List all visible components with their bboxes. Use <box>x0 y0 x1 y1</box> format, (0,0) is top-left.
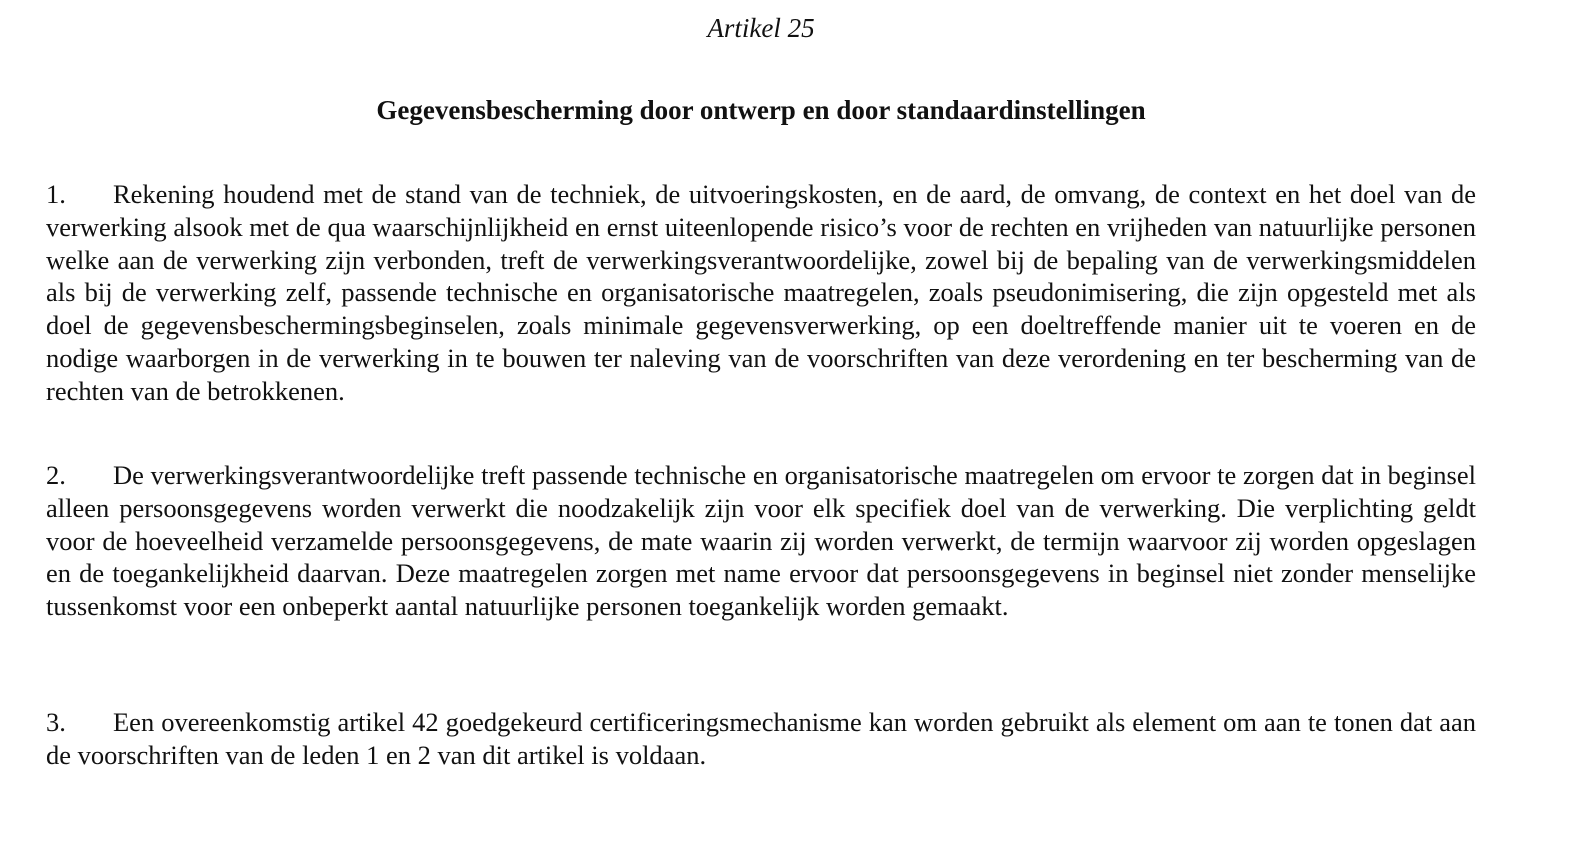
article-number: Artikel 25 <box>707 13 815 43</box>
paragraph-number: 3. <box>46 707 66 737</box>
paragraph-text: Een overeenkomstig artikel 42 goedgekeurd certificeringsmechanisme kan worden gebruikt als element om aan te tonen dat aan de voorschriften van de leden 1 en 2 van dit artikel is voldaan. <box>46 707 1476 770</box>
paragraph-text: Rekening houdend met de stand van de techniek, de uitvoeringskosten, en de aard, de omvang, de context en het doel van de verwerking alsook met de qua waarschijnlijkheid en ernst uiteenlopende risico’s voor de rechten en vrijheden van natuurlijke personen welke aan de verwerking zijn verbonden, treft de verwerkingsverantwoordelijke, zowel bij de bepaling van de verwerkingsmiddelen als bij de verwerking zelf, passende technische en organisatorische maatregelen, zoals pseudonimisering, die zijn opgesteld met als doel de gegevensbeschermingsbeginselen, zoals minimale gegevensverwerking, op een doeltreffende manier uit te voeren en de nodige waarborgen in de verwerking in te bouwen ter naleving van de voorschriften van deze verordening en ter bescherming van de rechten van de betrokkenen. <box>46 179 1476 406</box>
paragraph-3 <box>46 706 1476 772</box>
paragraph-number: 2. <box>46 460 66 490</box>
paragraph-number: 1. <box>46 179 66 209</box>
paragraph-1 <box>46 178 1476 408</box>
article-title: Gegevensbescherming door ontwerp en door standaardinstellingen <box>376 95 1146 125</box>
paragraph-2 <box>46 459 1476 623</box>
paragraph-text: De verwerkingsverantwoordelijke treft passende technische en organisatorische maatregelen om ervoor te zorgen dat in beginsel alleen persoonsgegevens worden verwerkt die noodzakelijk zijn voor elk specifiek doel van de verwerking. Die verplichting geldt voor de hoeveelheid verzamelde persoonsgegevens, de mate waarin zij worden verwerkt, de termijn waarvoor zij worden opgeslagen en de toegankelijkheid daarvan. Deze maatregelen zorgen met name ervoor dat persoonsgegevens in beginsel niet zonder menselijke tussenkomst voor een onbeperkt aantal natuurlijke personen toegankelijk worden gemaakt. <box>46 460 1476 622</box>
